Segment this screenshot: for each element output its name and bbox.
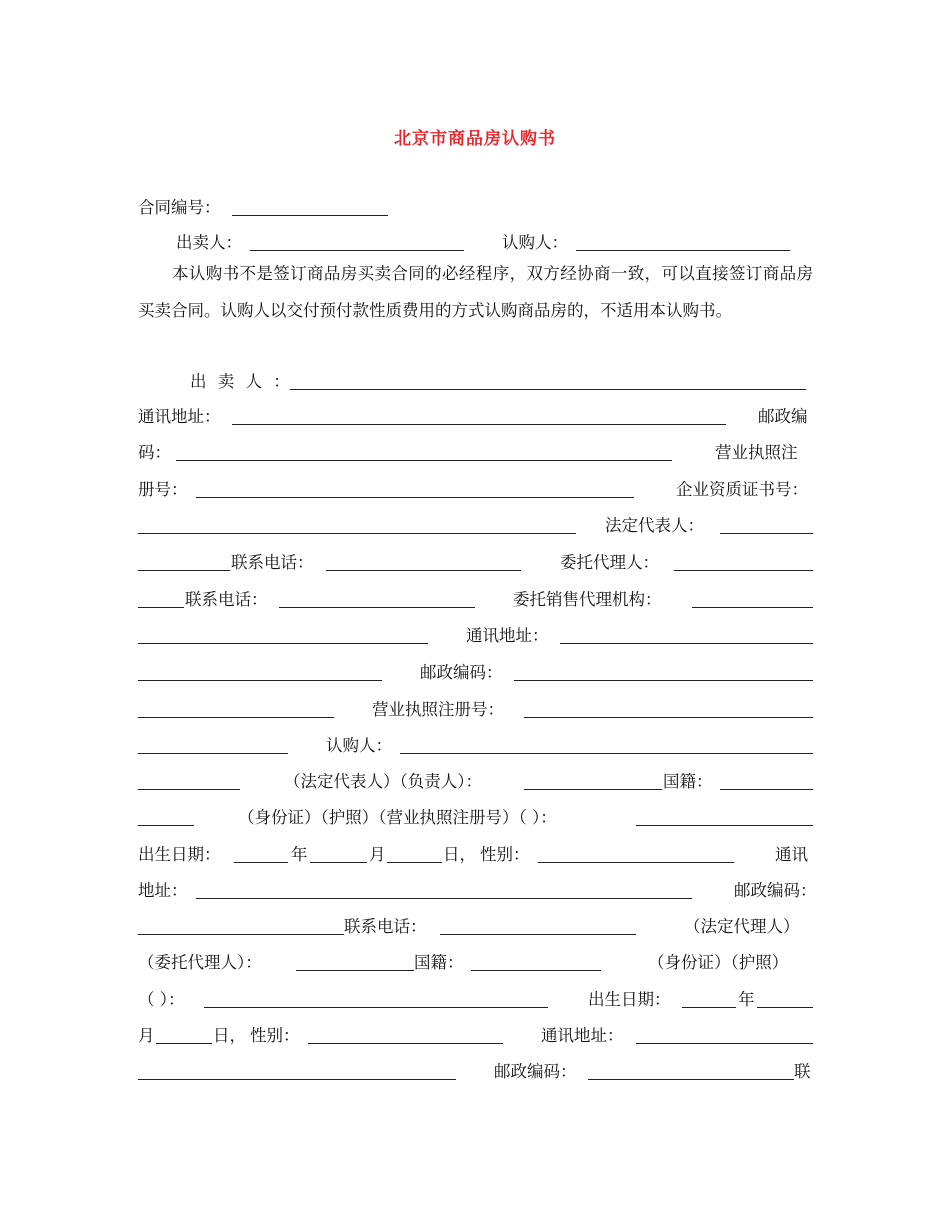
buyer-id-label: （身份证）（护照）（营业执照注册号）（ ）： (238, 808, 557, 827)
contract-number-row (138, 195, 813, 221)
seller-field[interactable] (290, 389, 806, 390)
seller-qualification-label: 企业资质证书号： (676, 480, 808, 499)
agent-postcode-field[interactable] (588, 1079, 794, 1080)
buyer-gender-label: 性别： (480, 845, 530, 864)
agent-address-label: 通讯地址： (541, 1026, 624, 1045)
seller-short-label: 出卖人： (176, 233, 242, 252)
buyer-rep-field[interactable] (524, 789, 662, 790)
agency-license-field-cont[interactable] (138, 753, 288, 754)
buyer-address-row (138, 878, 817, 904)
buyer-phone-label: 联系电话： (344, 917, 427, 936)
agent-gender-label: 性别： (250, 1026, 300, 1045)
agent-gender-field[interactable] (308, 1043, 503, 1044)
buyer-id-row (138, 805, 813, 831)
seller-license-label-b: 册号： (138, 480, 188, 499)
buyer-nationality-label: 国籍： (663, 772, 713, 791)
agent-birth-day-text: 日， (213, 1026, 246, 1045)
seller-legal-rep-field[interactable] (720, 533, 813, 534)
agent-phone-label-part: 联 (794, 1062, 811, 1081)
agency-address-label: 通讯地址： (466, 626, 549, 645)
agency-address-field[interactable] (560, 643, 813, 644)
seller-legal-rep-label: 法定代表人： (605, 516, 704, 535)
buyer-address-field[interactable] (196, 898, 692, 899)
seller-qualification-row (138, 513, 813, 539)
seller-agent-phone-label: 联系电话： (185, 590, 268, 609)
agent-nationality-label: 国籍： (414, 953, 464, 972)
buyer-rep-label: （法定代表人）（负责人）： (284, 772, 482, 791)
buyer-postcode-label: 邮政编码： (734, 881, 817, 900)
seller-agent-field-cont[interactable] (138, 607, 184, 608)
seller-phone-field[interactable] (326, 570, 521, 571)
intro-text: 本认购书不是签订商品房买卖合同的必经程序，双方经协商一致，可以直接签订商品房买卖合同。认购人以交付预付款性质费用的方式认购商品房的，不适用本认购书。 (138, 264, 813, 320)
intro-paragraph (138, 256, 813, 329)
buyer-birth-year-field[interactable] (234, 862, 288, 863)
contract-number-label: 合同编号： (138, 198, 221, 217)
buyer-gender-field[interactable] (538, 862, 734, 863)
buyer-field[interactable] (400, 753, 813, 754)
buyer-birth-month-text: 月 (369, 845, 386, 864)
buyer-address-label-a: 通讯 (775, 845, 808, 864)
agency-address-row (138, 623, 813, 649)
seller-short-field[interactable] (250, 250, 464, 251)
agency-license-label: 营业执照注册号： (372, 700, 504, 719)
buyer-phone-row (138, 914, 813, 940)
seller-phone-agent-row (138, 550, 813, 576)
sales-agency-field-cont[interactable] (138, 643, 428, 644)
buyer-field-cont[interactable] (138, 789, 240, 790)
buyer-birth-row (138, 842, 813, 868)
seller-qualification-field[interactable] (138, 533, 576, 534)
agency-postcode-field[interactable] (514, 680, 813, 681)
buyer-birth-day-field[interactable] (387, 862, 442, 863)
agency-address-field-cont[interactable] (138, 680, 382, 681)
agent-postcode-row (138, 1059, 813, 1085)
agent-postcode-label: 邮政编码： (494, 1062, 577, 1081)
seller-postcode-label-a: 邮政编 (758, 407, 808, 426)
agent-birth-month-field-a[interactable] (757, 1007, 813, 1008)
seller-postcode-field[interactable] (176, 460, 672, 461)
buyer-phone-field[interactable] (440, 934, 636, 935)
seller-agent-phone-row (138, 587, 813, 613)
seller-phone-label: 联系电话： (231, 553, 314, 572)
seller-label: 出 卖 人 ： (190, 372, 293, 391)
buyer-short-label: 认购人： (502, 233, 568, 252)
sales-agency-label: 委托销售代理机构： (513, 590, 662, 609)
document-title: 北京市商品房认购书 (394, 129, 556, 149)
buyer-id-field[interactable] (636, 825, 813, 826)
agent-birth-label: 出生日期： (588, 990, 671, 1009)
entrusted-agent-field[interactable] (296, 970, 414, 971)
buyer-short-field[interactable] (576, 250, 790, 251)
agent-nationality-field[interactable] (471, 970, 601, 971)
agent-birth-year-field[interactable] (682, 1007, 736, 1008)
agent-id-field[interactable] (204, 1007, 548, 1008)
buyer-address-label-b: 地址： (138, 881, 188, 900)
legal-agent-label: （法定代理人） (684, 917, 800, 936)
agent-birth-day-field[interactable] (156, 1043, 212, 1044)
seller-license-row (138, 477, 813, 503)
agency-license-row (138, 697, 813, 723)
buyer-birth-label: 出生日期： (138, 845, 221, 864)
seller-postcode-label-b: 码： (138, 443, 171, 462)
seller-address-row (138, 404, 813, 430)
agent-birth-gender-row (138, 1023, 813, 1049)
contract-number-field[interactable] (232, 215, 388, 216)
seller-agent-field[interactable] (674, 570, 813, 571)
buyer-label: 认购人： (326, 736, 392, 755)
agency-postcode-row (138, 660, 813, 686)
seller-postcode-row (138, 440, 813, 466)
buyer-rep-row (138, 769, 813, 795)
seller-address-field[interactable] (232, 424, 726, 425)
parties-short-row (138, 230, 813, 256)
buyer-row (138, 733, 813, 759)
buyer-birth-month-field[interactable] (310, 862, 367, 863)
seller-license-label-a: 营业执照注 (715, 443, 798, 462)
buyer-nationality-field-cont[interactable] (138, 825, 194, 826)
seller-license-field[interactable] (196, 497, 634, 498)
agency-postcode-field-cont[interactable] (138, 717, 334, 718)
buyer-postcode-field[interactable] (138, 934, 344, 935)
buyer-nationality-field[interactable] (720, 789, 813, 790)
seller-address-label: 通讯地址： (138, 407, 221, 426)
agent-address-field-cont[interactable] (138, 1079, 456, 1080)
seller-row (138, 369, 813, 395)
buyer-birth-year-text: 年 (291, 845, 308, 864)
buyer-birth-day-text: 日， (443, 845, 476, 864)
agency-postcode-label: 邮政编码： (420, 663, 503, 682)
seller-legal-rep-field-cont[interactable] (138, 570, 230, 571)
entrusted-agent-row (138, 950, 813, 976)
agent-id-label: （身份证）（护照） (648, 953, 789, 972)
seller-agent-label: 委托代理人： (560, 553, 659, 572)
agent-birth-year-text: 年 (738, 990, 755, 1009)
sales-agency-field[interactable] (692, 607, 813, 608)
agent-address-field[interactable] (636, 1043, 813, 1044)
entrusted-agent-label: （委托代理人）： (138, 953, 262, 972)
agent-id-birth-row (138, 987, 813, 1013)
agent-birth-month-text: 月 (138, 1026, 155, 1045)
agency-license-field[interactable] (524, 717, 813, 718)
agent-id-other-label: （ ）： (138, 990, 185, 1009)
seller-agent-phone-field[interactable] (279, 607, 475, 608)
